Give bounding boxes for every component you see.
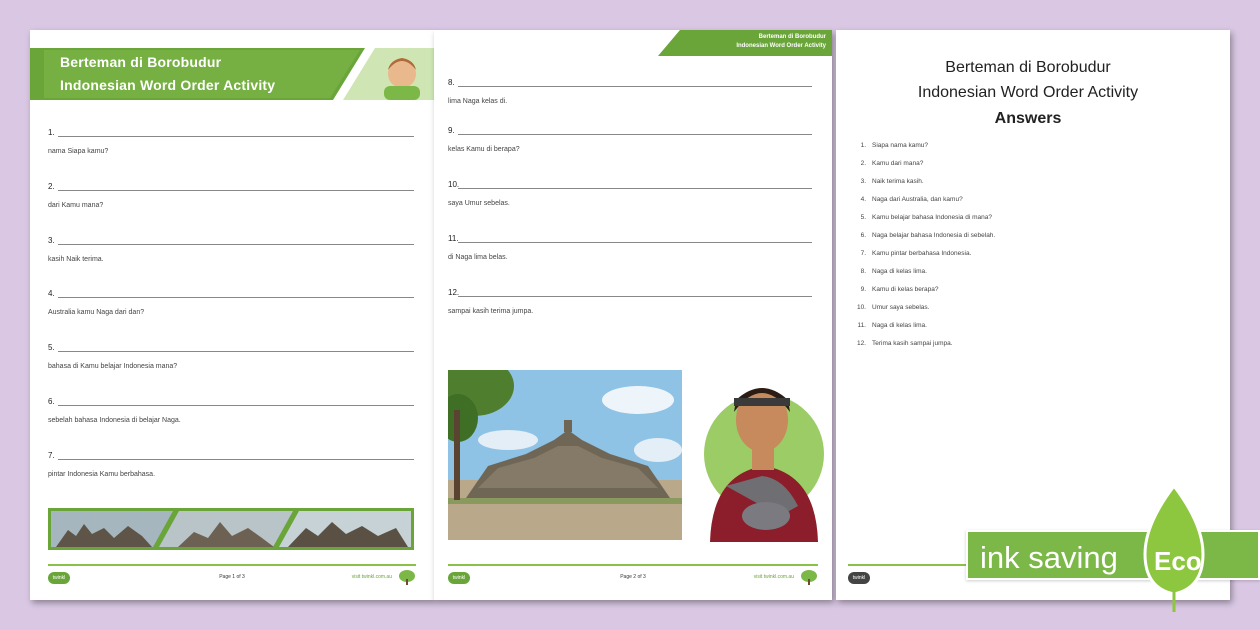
- question-text: kasih Naik terima.: [48, 256, 104, 263]
- answer-line[interactable]: [58, 136, 414, 137]
- worksheet-page-2: [434, 30, 832, 600]
- eco-tree-icon: [398, 569, 416, 585]
- ink-saving-eco-badge: [966, 484, 1260, 614]
- ink-saving-banner: [966, 530, 1260, 580]
- answer-text: Naik terima kasih.: [872, 178, 924, 185]
- question-text: nama Siapa kamu?: [48, 148, 109, 155]
- answer-text: Naga belajar bahasa Indonesia di sebelah.: [872, 232, 996, 239]
- answer-number: 3.: [860, 178, 866, 185]
- question-text: pintar Indonesia Kamu berbahasa.: [48, 471, 156, 478]
- answer-number: 11.: [857, 322, 866, 329]
- answer-item: [848, 286, 995, 304]
- corner-title-line1: Berteman di Borobudur: [758, 34, 826, 40]
- answers-title-line1: Berteman di Borobudur: [945, 59, 1111, 76]
- answer-text: Umur saya sebelas.: [872, 304, 930, 311]
- page-footer: [48, 564, 416, 586]
- answer-item: [848, 250, 995, 268]
- ink-saving-label: ink saving: [980, 540, 1118, 575]
- question-number: 10.: [448, 180, 460, 189]
- answer-text: Siapa nama kamu?: [872, 142, 929, 149]
- answer-line[interactable]: [58, 297, 414, 298]
- answer-line[interactable]: [458, 242, 812, 243]
- footer-website[interactable]: visit twinkl.com.au: [753, 574, 794, 580]
- page-footer: [448, 564, 818, 586]
- answer-text: Naga dari Australia, dan kamu?: [872, 196, 963, 203]
- question-number: 12.: [448, 288, 460, 297]
- page-number: Page 1 of 3: [219, 574, 245, 580]
- eco-label: Eco: [1154, 546, 1202, 576]
- borobudur-photo: [448, 370, 682, 540]
- answer-item: [848, 160, 995, 178]
- answer-item: [848, 340, 995, 358]
- answer-line[interactable]: [458, 188, 812, 189]
- answer-number: 2.: [860, 160, 866, 167]
- question-number: 4.: [48, 289, 55, 298]
- answer-number: 4.: [860, 196, 866, 203]
- answer-text: Kamu dari mana?: [872, 160, 924, 167]
- question-number: 8.: [448, 78, 455, 87]
- answer-text: Kamu pintar berbahasa Indonesia.: [872, 250, 972, 257]
- footer-website[interactable]: visit twinkl.com.au: [351, 574, 392, 580]
- answers-title-line2: Indonesian Word Order Activity: [917, 84, 1139, 101]
- answers-title-line3: Answers: [994, 110, 1062, 127]
- answer-line[interactable]: [58, 190, 414, 191]
- answer-line[interactable]: [458, 296, 812, 297]
- answer-line[interactable]: [58, 405, 414, 406]
- twinkl-logo-icon: twinkl: [448, 572, 470, 584]
- answers-list: [848, 142, 995, 358]
- answer-number: 12.: [856, 340, 866, 347]
- answer-item: [848, 178, 995, 196]
- answer-line[interactable]: [458, 86, 812, 87]
- answer-text: Terima kasih sampai jumpa.: [872, 340, 953, 347]
- answer-item: [848, 304, 995, 322]
- answer-number: 7.: [860, 250, 866, 257]
- question-number: 7.: [48, 451, 55, 460]
- twinkl-logo-icon: twinkl: [848, 572, 870, 584]
- temple-photo-strip: [48, 508, 414, 550]
- page-title-line1: Berteman di Borobudur: [60, 54, 222, 70]
- question-number: 2.: [48, 182, 55, 191]
- answer-line[interactable]: [58, 244, 414, 245]
- question-text: bahasa di Kamu belajar Indonesia mana?: [48, 363, 178, 370]
- answer-line[interactable]: [58, 351, 414, 352]
- question-text: kelas Kamu di berapa?: [448, 146, 520, 153]
- answer-text: Naga di kelas lima.: [872, 268, 927, 275]
- question-text: sebelah bahasa Indonesia di belajar Naga.: [48, 417, 181, 424]
- answer-number: 5.: [860, 214, 866, 221]
- question-text: saya Umur sebelas.: [448, 200, 510, 207]
- answer-item: [848, 232, 995, 250]
- answer-item: [848, 142, 995, 160]
- question-number: 1.: [48, 128, 55, 137]
- question-number: 9.: [448, 126, 455, 135]
- answer-number: 1.: [860, 142, 866, 149]
- answer-line[interactable]: [58, 459, 414, 460]
- answer-text: Kamu di kelas berapa?: [872, 286, 939, 293]
- question-text: dari Kamu mana?: [48, 202, 104, 209]
- answer-text: Kamu belajar bahasa Indonesia di mana?: [872, 214, 992, 221]
- corner-title-line2: Indonesian Word Order Activity: [736, 43, 826, 49]
- answer-item: [848, 196, 995, 214]
- answer-item: [848, 322, 995, 340]
- eco-tree-icon: [800, 569, 818, 585]
- page-number: Page 2 of 3: [620, 574, 646, 580]
- twinkl-logo-icon: twinkl: [48, 572, 70, 584]
- answer-number: 8.: [860, 268, 866, 275]
- answer-text: Naga di kelas lima.: [872, 322, 927, 329]
- question-number: 5.: [48, 343, 55, 352]
- answer-item: [848, 268, 995, 286]
- page-title-line2: Indonesian Word Order Activity: [60, 77, 276, 93]
- question-number: 3.: [48, 236, 55, 245]
- question-text: Australia kamu Naga dari dan?: [48, 309, 145, 316]
- answer-line[interactable]: [458, 134, 812, 135]
- question-text: sampai kasih terima jumpa.: [448, 308, 534, 315]
- answer-number: 10.: [856, 304, 866, 311]
- answer-item: [848, 214, 995, 232]
- answer-number: 9.: [860, 286, 866, 293]
- question-number: 11.: [448, 234, 459, 243]
- question-text: di Naga lima belas.: [448, 254, 508, 261]
- answer-number: 6.: [860, 232, 866, 239]
- question-number: 6.: [48, 397, 55, 406]
- worksheet-page-1: [30, 30, 434, 600]
- boy-illustration: [688, 366, 824, 542]
- question-text: lima Naga kelas di.: [448, 98, 508, 105]
